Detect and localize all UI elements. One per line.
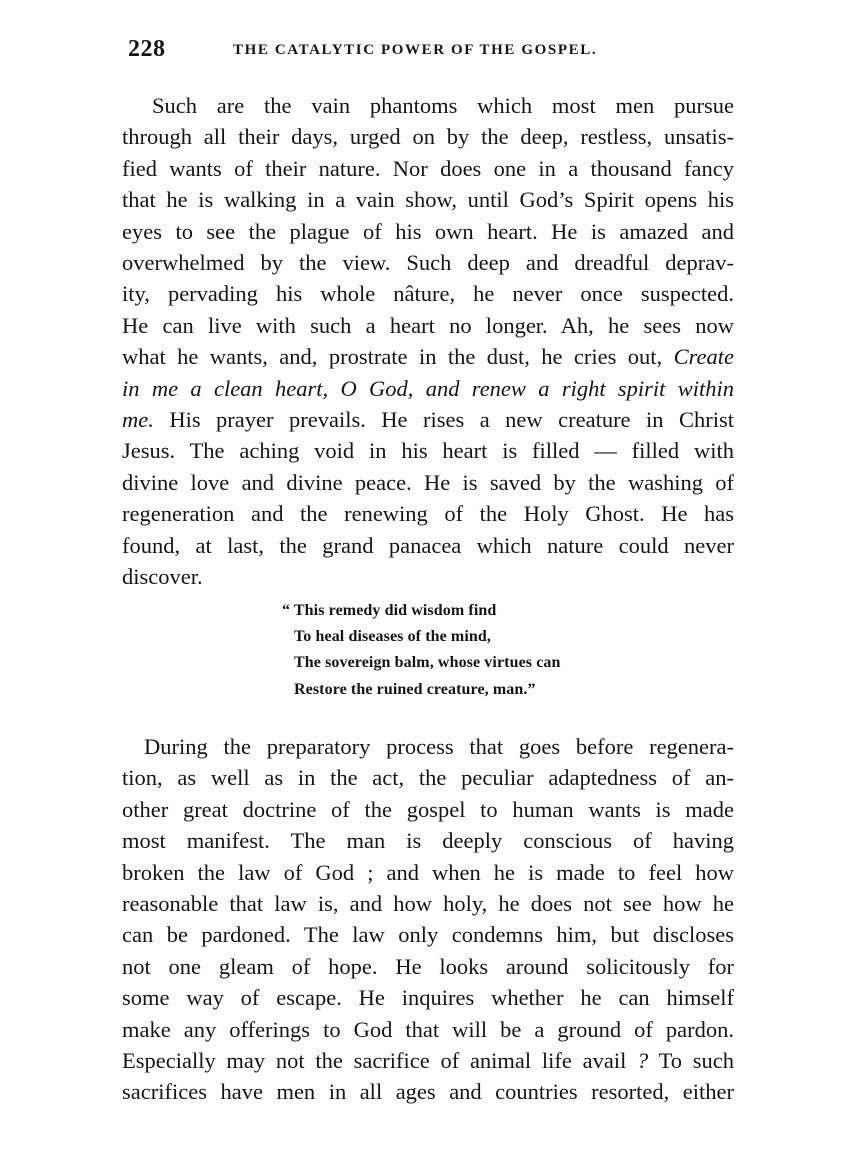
- text-line: overwhelmed by the view. Such deep and dreadful deprav-: [122, 250, 734, 276]
- text-line: other great doctrine of the gospel to human wants is made: [122, 796, 734, 822]
- text-line: ity, pervading his whole nâture, he never once suspected.: [122, 281, 734, 307]
- verse-line: Restore the ruined creature, man.”: [294, 680, 536, 698]
- text-segment: His prayer prevails. He rises a new creature in Christ: [153, 407, 734, 433]
- text-line: most manifest. The man is deeply conscious of having: [122, 828, 734, 854]
- text-line: eyes to see the plague of his own heart. He is amazed and: [122, 218, 734, 244]
- italic-segment: Create: [673, 344, 734, 370]
- text-line: [122, 1045, 734, 1076]
- running-head: [128, 36, 738, 66]
- running-title: THE CATALYTIC POWER OF THE GOSPEL.: [233, 42, 598, 58]
- text-line: regeneration and the renewing of the Holy Ghost. He has: [122, 501, 734, 527]
- text-line: [122, 373, 734, 404]
- text-line: make any offerings to God that will be a ground of pardon.: [122, 1016, 734, 1042]
- text-line: sacrifices have men in all ages and countries resorted, either: [122, 1079, 734, 1105]
- text-line: Such are the vain phantoms which most men pursue: [152, 93, 734, 118]
- verse-line: To heal diseases of the mind,: [294, 628, 492, 646]
- text-line: through all their days, urged on by the deep, restless, unsatis-: [122, 124, 734, 150]
- text-segment: what he wants, and, prostrate in the dust, he cries out,: [122, 344, 674, 370]
- text-line: Jesus. The aching void in his heart is filled — filled with: [122, 438, 734, 464]
- text-line: [122, 404, 734, 435]
- text-line: tion, as well as in the act, the peculiar adaptedness of an-: [122, 765, 734, 791]
- text-line: can be pardoned. The law only condemns him, but discloses: [122, 922, 734, 948]
- verse-line: “ This remedy did wisdom find: [282, 602, 497, 619]
- italic-segment: in me a clean heart, O God, and renew a right spirit within: [122, 375, 734, 401]
- text-line: broken the law of God ; and when he is made to feel how: [122, 859, 734, 885]
- text-line: some way of escape. He inquires whether he can himself: [122, 985, 734, 1011]
- verse-quotation: [282, 598, 561, 703]
- text-line: fied wants of their nature. Nor does one in a thousand fancy: [122, 155, 734, 181]
- verse-line: The sovereign balm, whose virtues can: [294, 654, 561, 672]
- text-segment: To such: [648, 1048, 734, 1074]
- text-line: found, at last, the grand panacea which nature could never: [122, 532, 734, 558]
- italic-segment: ?: [637, 1048, 649, 1074]
- page-number: 228: [128, 36, 166, 62]
- text-segment: Especially may not the sacrifice of animal life avail: [122, 1048, 638, 1074]
- paragraph-2: [122, 731, 734, 1108]
- text-line: During the preparatory process that goes before regenera-: [144, 734, 734, 759]
- text-line: discover.: [122, 564, 203, 590]
- text-line: not one gleam of hope. He looks around solicitously for: [122, 953, 734, 979]
- text-line: [122, 341, 734, 372]
- text-line: divine love and divine peace. He is saved by the washing of: [122, 469, 734, 495]
- paragraph-1: [122, 90, 734, 593]
- text-line: He can live with such a heart no longer. Ah, he sees now: [122, 312, 734, 338]
- italic-segment: me.: [122, 407, 154, 433]
- text-line: that he is walking in a vain show, until God’s Spirit opens his: [122, 187, 734, 213]
- text-line: reasonable that law is, and how holy, he does not see how he: [122, 891, 734, 917]
